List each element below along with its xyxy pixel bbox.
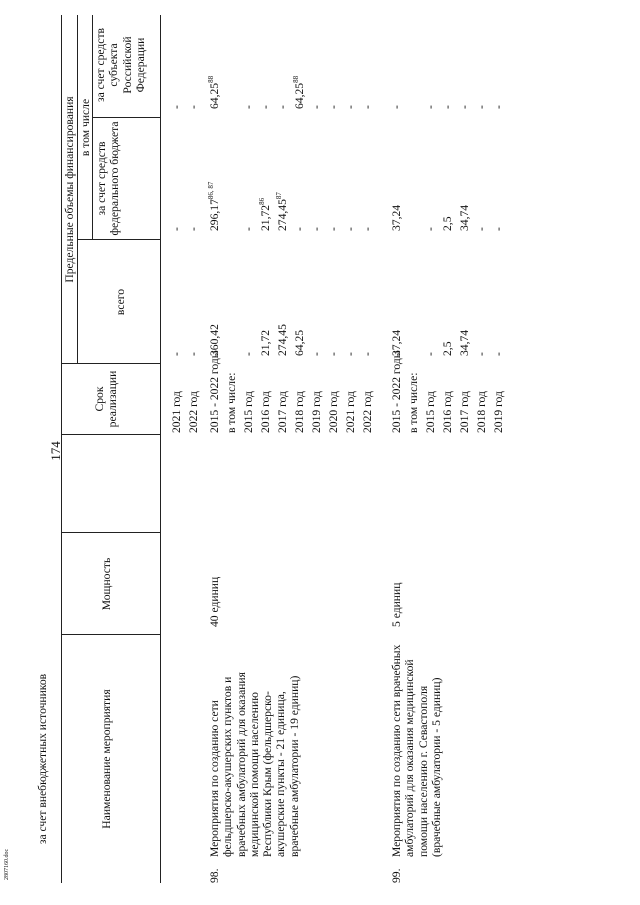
header-bottom-border (160, 15, 161, 883)
total-cell: 274,45 (276, 324, 289, 356)
federal-cell: 37,24 (390, 204, 403, 231)
regional-cell: - (344, 105, 357, 109)
regional-cell: 64,25$^{88}$ (207, 75, 221, 109)
limits-divider (77, 15, 78, 364)
regional-cell: - (259, 105, 272, 109)
federal-cell: 274,45$^{87}$ (275, 192, 289, 231)
total-cell: - (475, 352, 488, 356)
period-cell: 2015 - 2022 годы (390, 350, 403, 433)
period-cell: в том числе: (225, 372, 238, 433)
header-extrabudget: за счет внебюджетных источников (36, 673, 49, 845)
footer-filename: 2807160.doc (4, 848, 10, 880)
total-cell: 360,42 (208, 324, 221, 356)
entry-number: 98. (208, 868, 221, 883)
regional-cell: - (475, 105, 488, 109)
federal-cell: - (242, 227, 255, 231)
total-cell: - (492, 352, 505, 356)
period-cell: 2018 год (475, 391, 488, 433)
table-top-border (61, 15, 62, 883)
header-name: Наименование мероприятия (100, 689, 113, 829)
regional-cell: - (170, 105, 183, 109)
period-cell: 2017 год (458, 391, 471, 433)
federal-cell: 21,72$^{86}$ (258, 197, 272, 231)
total-cell: 2,5 (441, 341, 454, 356)
federal-cell: - (293, 227, 306, 231)
period-cell: 2021 год (170, 391, 183, 433)
federal-cell: - (475, 227, 488, 231)
period-cell: 2015 год (242, 391, 255, 433)
period-cell: 2019 год (310, 391, 323, 433)
federal-cell: - (327, 227, 340, 231)
entry-capacity: 40 единиц (208, 576, 221, 627)
regional-cell: - (492, 105, 505, 109)
federal-cell: - (424, 227, 437, 231)
total-cell: - (242, 352, 255, 356)
regional-cell: - (242, 105, 255, 109)
period-cell: в том числе: (407, 372, 420, 433)
federal-cell: 296,17$^{86, 87}$ (207, 181, 221, 231)
period-cell: 2016 год (259, 391, 272, 433)
federal-cell: 2,5 (441, 216, 454, 231)
regional-cell: - (390, 105, 403, 109)
header-capacity: Мощность (100, 557, 113, 611)
federal-cell: - (310, 227, 323, 231)
regional-cell: - (310, 105, 323, 109)
federal-cell: - (492, 227, 505, 231)
entry-name: Мероприятия по созданию сети фельдшерско-акушерских пунктов и врачебных амбулаторий для оказания медицинской помощи населению Республики Крым (фельдшерско-акушерские пункты - 21 единица, врачебные амбулатории - 19 единиц) (208, 672, 301, 857)
col-divider-capacity (61, 532, 161, 533)
header-regional: за счет средств субъекта Российской Федерации (94, 28, 147, 103)
federal-cell: - (170, 227, 183, 231)
total-cell: - (327, 352, 340, 356)
period-cell: 2015 год (424, 391, 437, 433)
period-cell: 2016 год (441, 391, 454, 433)
federal-cell: - (344, 227, 357, 231)
period-cell: 2019 год (492, 391, 505, 433)
regional-cell: - (441, 105, 454, 109)
federal-cell: 34,74 (458, 204, 471, 231)
federal-cell: - (187, 227, 200, 231)
regional-cell: - (424, 105, 437, 109)
period-cell: 2022 год (361, 391, 374, 433)
regional-cell: - (458, 105, 471, 109)
total-cell: - (361, 352, 374, 356)
period-cell: 2021 год (344, 391, 357, 433)
regional-cell: 64,25$^{88}$ (292, 75, 306, 109)
entry-name: Мероприятия по созданию сети врачебных амбулаторий для оказания медицинской помощи населению г. Севастополя (врачебные амбулатории - 5 единиц) (390, 644, 443, 857)
header-total: всего (114, 288, 127, 316)
regional-cell: - (187, 105, 200, 109)
total-cell: 64,25 (293, 329, 306, 356)
entry-number: 99. (390, 868, 403, 883)
period-cell: 2015 - 2022 годы (208, 350, 221, 433)
total-cell: - (187, 352, 200, 356)
total-cell: 34,74 (458, 329, 471, 356)
header-federal: за счет средств федерального бюджета (95, 121, 122, 236)
federal-cell: - (361, 227, 374, 231)
regional-cell: - (361, 105, 374, 109)
header-including: в том числе (79, 98, 92, 157)
col-divider-period (61, 434, 161, 435)
total-cell: - (424, 352, 437, 356)
period-cell: 2022 год (187, 391, 200, 433)
regional-cell: - (327, 105, 340, 109)
total-cell: - (310, 352, 323, 356)
total-cell: - (170, 352, 183, 356)
period-cell: 2017 год (276, 391, 289, 433)
header-period: Срок реализации (93, 370, 120, 428)
period-cell: 2018 год (293, 391, 306, 433)
total-cell: - (344, 352, 357, 356)
period-cell: 2020 год (327, 391, 340, 433)
header-limits: Предельные объемы финансирования (63, 96, 76, 283)
col-divider-federal (92, 117, 161, 118)
regional-cell: - (276, 105, 289, 109)
total-cell: 37,24 (390, 329, 403, 356)
total-cell: 21,72 (259, 329, 272, 356)
entry-capacity: 5 единиц (390, 582, 403, 627)
page-number: 174 (48, 441, 63, 461)
